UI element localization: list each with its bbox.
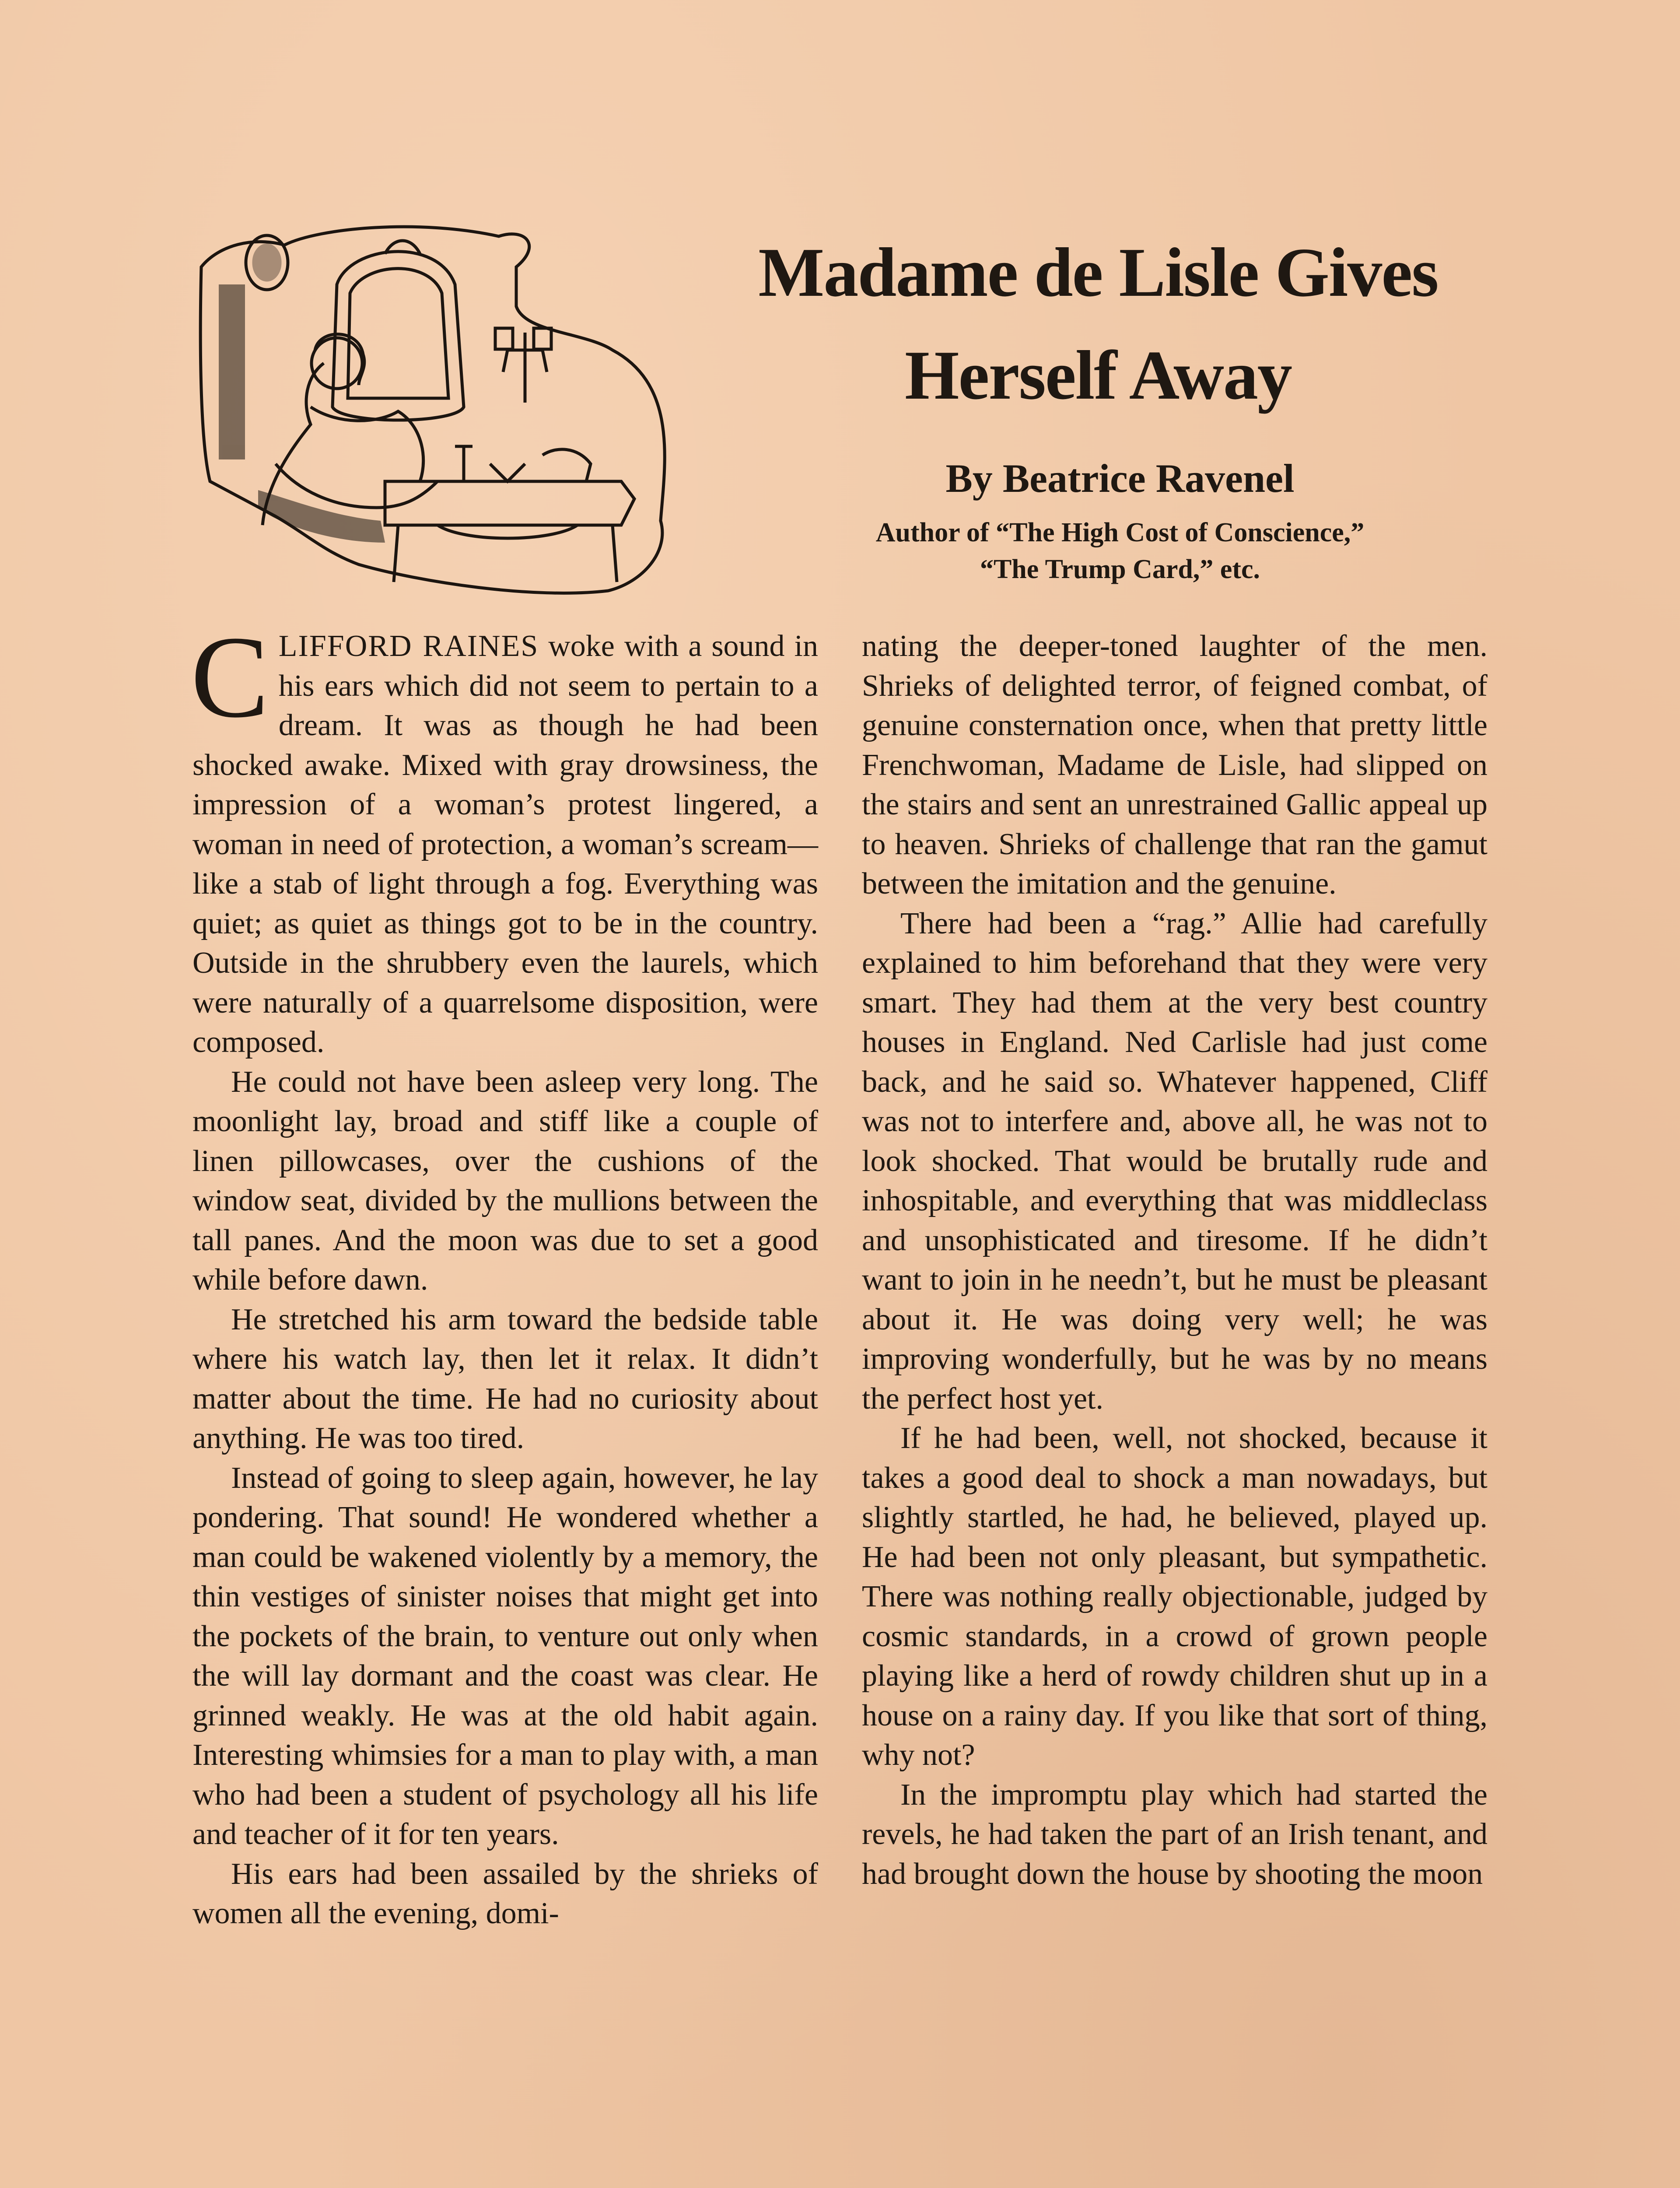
paragraph: If he had been, well, not shocked, because it takes a good deal to shock a man nowadays, but slightly startled, he had, he believed, played up. He had been not only pleasant, but sympathetic. There was nothing really objectionable, judged by cosmic standards, in a crowd of grown people playing like a herd of rowdy children shut up in a house on a rainy day. If you like that sort of thing, why not? — [862, 1421, 1488, 1772]
opening-words: LIFFORD RAINES — [278, 629, 539, 663]
byline: By Beatrice Ravenel — [945, 456, 1295, 501]
boudoir-illustration — [192, 219, 718, 604]
paragraph: His ears had been assailed by the shrieks of women all the evening, domi- — [192, 1857, 818, 1930]
left-column — [191, 612, 818, 1934]
paragraph: There had been a “rag.” Allie had carefully explained to him beforehand that they were very smart. They had them at the very best country houses in England. Ned Carlisle had just come back, and he said so. Whatever happened, Cliff was not to interfere and, above all, he was not to look shocked. That would be brutally rude and inhospitable, and everything that was middleclass and unsophisticated and tiresome. If he didn’t want to join in he needn’t, but he must be pleasant about it. He was doing very well; he was improving wonderfully, but he was by no means the perfect host yet. — [862, 906, 1488, 1416]
author-note-line-2: “The Trump Card,” etc. — [980, 554, 1260, 584]
paragraph: Instead of going to sleep again, however, he lay pondering. That sound! He wondered whether a man could be wakened violently by a memory, the thin vestiges of sinister noises that might get into the pockets of the brain, to venture out only when the will lay dormant and the coast was clear. He grinned weakly. He was at the old habit again. Interesting whimsies for a man to play with, a man who had been a student of psychology all his life and teacher of it for ten years. — [192, 1461, 818, 1851]
title-line-2: Herself Away — [905, 336, 1292, 414]
author-note — [770, 514, 1470, 588]
paragraph: He could not have been asleep very long. The moonlight lay, broad and stiff like a couple of linen pillowcases, over the cushions of the window seat, divided by the mullions between the tall panes. And the moon was due to set a good while before dawn. — [192, 1065, 818, 1297]
paragraph: In the impromptu play which had started the revels, he had taken the part of an Irish tenant, and had brought down the house by shooting the moon — [862, 1778, 1488, 1891]
drop-cap: C — [191, 612, 269, 742]
paragraph — [191, 612, 818, 1062]
story-title — [682, 221, 1514, 427]
author-note-line-1: Author of “The High Cost of Conscience,” — [875, 518, 1365, 547]
paragraph: He stretched his arm toward the bedside table where his watch lay, then let it relax. It didn’t matter about the time. He had no curiosity about anything. He was too tired. — [192, 1302, 818, 1455]
right-column — [862, 627, 1488, 1894]
paragraph: nating the deeper-toned laughter of the men. Shrieks of delighted terror, of feigned combat, of genuine consternation once, when that pretty little Frenchwoman, Madame de Lisle, had slipped on the stairs and sent an unrestrained Gallic appeal up to heaven. Shrieks of challenge that ran the gamut between the imitation and the genuine. — [862, 629, 1488, 901]
title-line-1: Madame de Lisle Gives — [758, 233, 1438, 311]
paragraph-text: woke with a sound in his ears which did not seem to pertain to a dream. It was as though he had been shocked awake. Mixed with gray drowsiness, the impression of a woman’s protest lingered, a woman in need of protection, a woman’s scream—like a stab of light through a fog. Everything was quiet; as quiet as things got to be in the country. Outside in the shrubbery even the laurels, which were naturally of a quarrelsome disposition, were composed. — [192, 629, 818, 1059]
